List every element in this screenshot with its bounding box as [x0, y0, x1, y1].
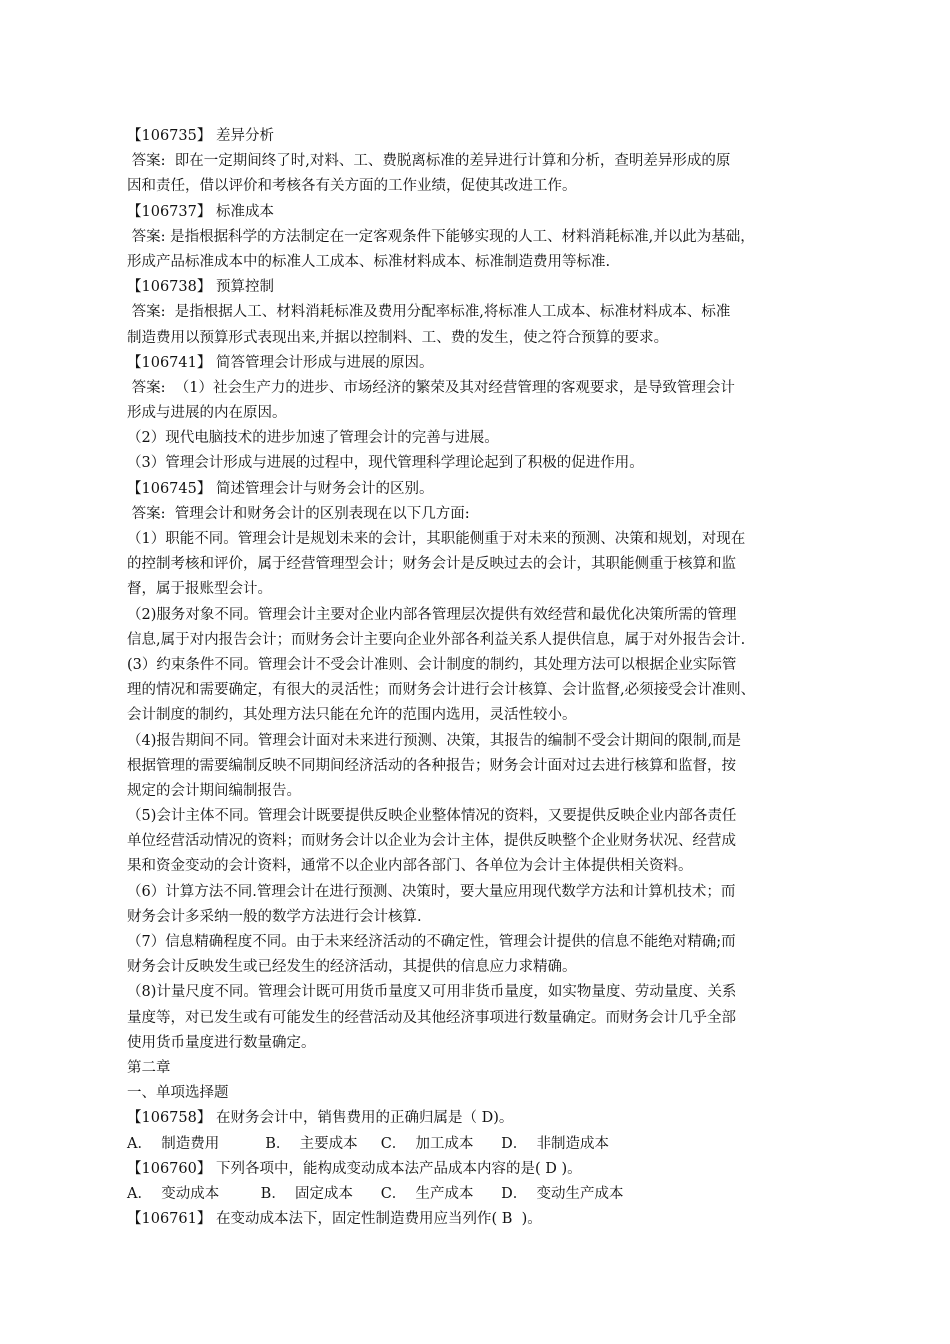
answer-line: 答案: （1）社会生产力的进步、市场经济的繁荣及其对经营管理的客观要求，是导致管理会计	[127, 379, 735, 396]
answer-line: 量度等，对已发生或有可能发生的经营活动及其他经济事项进行数量确定。而财务会计几乎全部	[127, 1009, 736, 1026]
answer-line: 答案: 是指根据人工、材料消耗标准及费用分配率标准,将标准人工成本、标准材料成本、标准	[127, 304, 731, 321]
answer-line: 督，属于报账型会计。	[127, 581, 272, 598]
answer-line: （3）管理会计形成与进展的过程中，现代管理科学理论起到了积极的促进作用。	[127, 455, 644, 472]
answer-line: 形成产品标准成本中的标准人工成本、标准材料成本、标准制造费用等标准.	[127, 253, 611, 270]
answer-line: 财务会计多采纳一般的数学方法进行会计核算.	[127, 908, 422, 925]
answer-line: 的控制考核和评价，属于经营管理型会计；财务会计是反映过去的会计，其职能侧重于核算和监	[127, 556, 736, 573]
heading-106741: 【106741】 简答管理会计形成与进展的原因。	[127, 354, 434, 371]
answer-line: （7）信息精确程度不同。由于未来经济活动的不确定性，管理会计提供的信息不能绝对精确;而	[127, 934, 736, 950]
answer-line: 财务会计反映发生或已经发生的经济活动，其提供的信息应力求精确。	[127, 959, 577, 976]
section-title: 一、单项选择题	[127, 1085, 229, 1102]
answer-line: 形成与进展的内在原因。	[127, 405, 287, 422]
answer-line: （2）现代电脑技术的进步加速了管理会计的完善与进展。	[127, 430, 499, 447]
answer-line: 答案: 管理会计和财务会计的区别表现在以下几方面:	[127, 505, 470, 522]
answer-line: 答案: 即在一定期间终了时,对料、工、费脱离标准的差异进行计算和分析，查明差异形成的原	[127, 153, 731, 170]
question-106758: 【106758】 在财务会计中，销售费用的正确归属是（ D)。	[127, 1110, 514, 1127]
answer-line: （6）计算方法不同.管理会计在进行预测、决策时，要大量应用现代数学方法和计算机技术；而	[127, 883, 736, 900]
heading-106745: 【106745】 简述管理会计与财务会计的区别。	[127, 480, 434, 497]
document-page	[127, 124, 847, 1232]
answer-line: （8)计量尺度不同。管理会计既可用货币量度又可用非货币量度，如实物量度、劳动量度、关系	[127, 984, 737, 1001]
answer-line: （5)会计主体不同。管理会计既要提供反映企业整体情况的资料，又要提供反映企业内部各责任	[127, 808, 737, 825]
answer-line: 使用货币量度进行数量确定。	[127, 1034, 316, 1051]
answer-line: （1）职能不同。管理会计是规划未来的会计，其职能侧重于对未来的预测、决策和规划，对现在	[127, 531, 746, 547]
answer-line: 制造费用以预算形式表现出来,并据以控制料、工、费的发生，使之符合预算的要求。	[127, 329, 669, 346]
answer-line: 理的情况和需要确定，有很大的灵活性；而财务会计进行会计核算、会计监督,必须接受会计准则、	[127, 682, 756, 699]
answer-line: 果和资金变动的会计资料，通常不以企业内部各部门、各单位为会计主体提供相关资料。	[127, 858, 693, 875]
answer-line: （2)服务对象不同。管理会计主要对企业内部各管理层次提供有效经营和最优化决策所需的管理	[127, 606, 737, 623]
heading-106738: 【106738】 预算控制	[127, 279, 274, 296]
answer-line: （4)报告期间不同。管理会计面对未来进行预测、决策，其报告的编制不受会计期间的限制,而是	[127, 732, 741, 749]
answer-line: 单位经营活动情况的资料；而财务会计以企业为会计主体，提供反映整个企业财务状况、经营成	[127, 833, 736, 850]
answer-line: 根据管理的需要编制反映不同期间经济活动的各种报告；财务会计面对过去进行核算和监督，按	[127, 757, 736, 774]
options-line: A． 变动成本 B． 固定成本 C． 生产成本 D． 变动生产成本	[127, 1185, 624, 1202]
answer-line: (3）约束条件不同。管理会计不受会计准则、会计制度的制约，其处理方法可以根据企业实际管	[127, 656, 737, 673]
heading-106737: 【106737】 标准成本	[127, 203, 274, 220]
answer-line: 答案: 是指根据科学的方法制定在一定客观条件下能够实现的人工、材料消耗标准,并以此为基础，	[127, 228, 755, 245]
chapter-title: 第二章	[127, 1059, 171, 1076]
answer-line: 会计制度的制约，其处理方法只能在允许的范围内选用，灵活性较小。	[127, 707, 577, 724]
question-106760: 【106760】 下列各项中，能构成变动成本法产品成本内容的是( D )。	[127, 1160, 582, 1177]
question-106761: 【106761】 在变动成本法下，固定性制造费用应当列作( B )。	[127, 1211, 542, 1228]
answer-line: 因和责任，借以评价和考核各有关方面的工作业绩，促使其改进工作。	[127, 178, 577, 195]
answer-line: 信息,属于对内报告会计；而财务会计主要向企业外部各利益关系人提供信息，属于对外报告会计.	[127, 631, 746, 648]
answer-line: 规定的会计期间编制报告。	[127, 782, 301, 799]
options-line: A． 制造费用 B． 主要成本 C． 加工成本 D． 非制造成本	[127, 1135, 610, 1152]
heading-106735: 【106735】 差异分析	[127, 128, 274, 144]
